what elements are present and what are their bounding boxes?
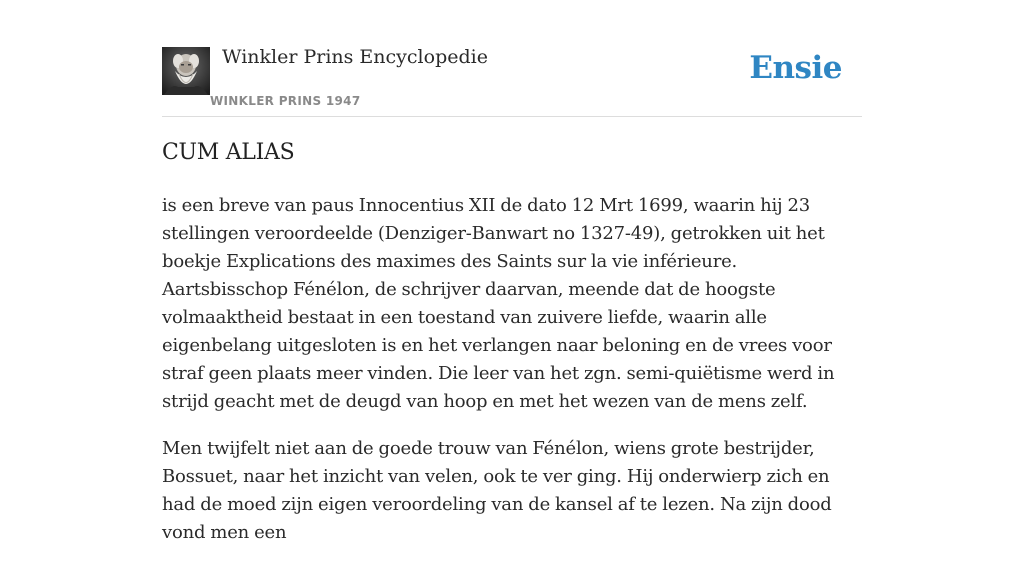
article-body <box>162 192 862 566</box>
article-paragraph: is een breve van paus Innocentius XII de dato 12 Mrt 1699, waarin hij 23 stellingen veroordeelde (Denziger-Banwart no 1327-49), getrokken uit het boekje Explications des maximes des Saints sur la vie inférieure. Aartsbisschop Fénélon, de schrijver daarvan, meende dat de hoogste volmaaktheid bestaat in een toestand van zuivere liefde, waarin alle eigenbelang uitgesloten is en het verlangen naar beloning en de vrees voor straf geen plaats meer vinden. Die leer van het zgn. semi-quiëtisme werd in strijd geacht met de deugd van hoop en met het wezen van de mens zelf. <box>162 195 835 412</box>
article-paragraph: Men twijfelt niet aan de goede trouw van Fénélon, wiens grote bestrijder, Bossuet, naar het inzicht van velen, ook te ver ging. Hij onderwierp zich en had de moed zijn eigen veroordeling van de kansel af te lezen. Na zijn dood vond men een <box>162 438 832 543</box>
ensie-logo[interactable]: Ensie <box>749 50 842 86</box>
bearded-man-portrait-icon <box>162 47 210 95</box>
source-header <box>162 0 862 117</box>
article-title: CUM ALIAS <box>162 140 295 165</box>
source-avatar[interactable] <box>162 47 210 95</box>
source-name[interactable]: Winkler Prins Encyclopedie <box>222 46 488 68</box>
source-subtitle: WINKLER PRINS 1947 <box>210 94 361 108</box>
